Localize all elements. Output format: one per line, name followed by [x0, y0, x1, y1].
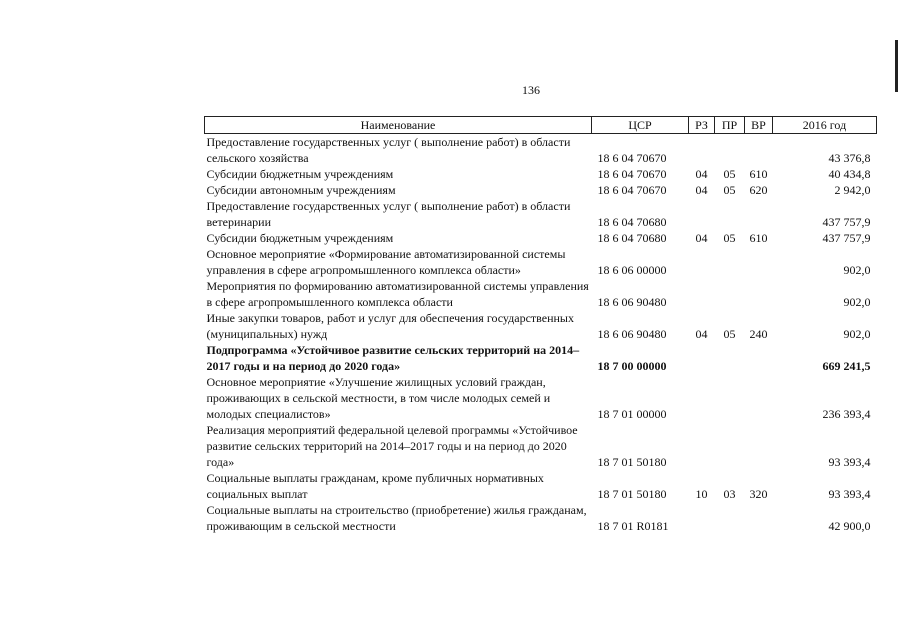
cell-rz: 04 [695, 327, 708, 341]
cell-vr [745, 278, 773, 310]
cell-name: Основное мероприятие «Формирование автоматизированной системы управления в сфере агропромышленного комплекса области» [206, 247, 566, 277]
cell-csr: 18 6 04 70680 [597, 231, 667, 245]
header-csr: ЦСР [592, 117, 689, 134]
cell-vr: 610 [749, 231, 768, 245]
cell-vr [745, 342, 773, 374]
cell-rz [689, 342, 715, 374]
cell-vr: 620 [749, 183, 768, 197]
cell-pr: 05 [723, 167, 736, 181]
budget-table [204, 116, 877, 534]
cell-vr [745, 246, 773, 278]
cell-name: Основное мероприятие «Улучшение жилищных условий граждан, проживающих в сельской местности, в том числе молодых семей и молодых специалистов» [206, 375, 551, 421]
cell-sum: 93 393,4 [828, 455, 871, 469]
header-rz: РЗ [689, 117, 715, 134]
cell-name: Субсидии бюджетным учреждениям [206, 167, 394, 181]
cell-pr [715, 246, 745, 278]
header-year: 2016 год [773, 117, 877, 134]
cell-csr: 18 6 06 90480 [597, 295, 667, 309]
cell-sum: 42 900,0 [828, 519, 871, 533]
cell-csr: 18 6 04 70670 [597, 167, 667, 181]
cell-name: Субсидии автономным учреждениям [206, 183, 396, 197]
cell-rz [689, 134, 715, 167]
cell-sum: 236 393,4 [822, 407, 871, 421]
cell-csr: 18 7 01 R0181 [597, 519, 669, 533]
cell-sum: 437 757,9 [822, 215, 871, 229]
cell-sum: 93 393,4 [828, 487, 871, 501]
cell-csr: 18 7 01 50180 [597, 487, 667, 501]
table-row [205, 246, 877, 278]
cell-pr: 03 [723, 487, 736, 501]
cell-rz: 04 [695, 183, 708, 197]
cell-sum: 902,0 [843, 295, 871, 309]
table-header [205, 117, 877, 134]
cell-csr: 18 6 04 70670 [597, 151, 667, 165]
table-row [205, 182, 877, 198]
cell-sum: 437 757,9 [822, 231, 871, 245]
cell-sum: 43 376,8 [828, 151, 871, 165]
cell-csr: 18 6 04 70680 [597, 215, 667, 229]
cell-pr [715, 198, 745, 230]
cell-vr [745, 422, 773, 470]
cell-vr: 610 [749, 167, 768, 181]
cell-sum: 40 434,8 [828, 167, 871, 181]
cell-vr: 320 [749, 487, 768, 501]
cell-name: Предоставление государственных услуг ( выполнение работ) в области ветеринарии [206, 199, 571, 229]
cell-name: Социальные выплаты на строительство (приобретение) жилья гражданам, проживающим в сельской местности [206, 503, 587, 533]
cell-rz [689, 246, 715, 278]
cell-pr [715, 134, 745, 167]
cell-sum: 669 241,5 [822, 359, 871, 373]
cell-name: Социальные выплаты гражданам, кроме публичных нормативных социальных выплат [206, 471, 544, 501]
cell-csr: 18 6 06 00000 [597, 263, 667, 277]
cell-vr [745, 198, 773, 230]
cell-rz: 04 [695, 231, 708, 245]
cell-csr: 18 7 01 00000 [597, 407, 667, 421]
table-row [205, 230, 877, 246]
cell-rz [689, 198, 715, 230]
cell-sum: 902,0 [843, 327, 871, 341]
cell-name: Предоставление государственных услуг ( выполнение работ) в области сельского хозяйства [206, 135, 571, 165]
table-row [205, 422, 877, 470]
cell-rz [689, 374, 715, 422]
cell-name: Реализация мероприятий федеральной целевой программы «Устойчивое развитие сельских территорий на 2014–2017 годы и на период до 2020 года» [206, 423, 578, 469]
cell-pr: 05 [723, 327, 736, 341]
cell-csr: 18 6 04 70670 [597, 183, 667, 197]
cell-rz: 04 [695, 167, 708, 181]
cell-pr [715, 502, 745, 534]
table-row [205, 502, 877, 534]
table-row [205, 166, 877, 182]
table-row [205, 134, 877, 167]
cell-pr: 05 [723, 231, 736, 245]
cell-csr: 18 7 01 50180 [597, 455, 667, 469]
table-row [205, 374, 877, 422]
cell-name: Иные закупки товаров, работ и услуг для обеспечения государственных (муниципальных) нужд [206, 311, 574, 341]
cell-pr [715, 278, 745, 310]
cell-name: Субсидии бюджетным учреждениям [206, 231, 394, 245]
cell-pr [715, 422, 745, 470]
cell-sum: 902,0 [843, 263, 871, 277]
cell-pr [715, 342, 745, 374]
cell-rz [689, 422, 715, 470]
cell-name: Мероприятия по формированию автоматизированной системы управления в сфере агропромышленного комплекса области [206, 279, 589, 309]
header-pr: ПР [715, 117, 745, 134]
cell-vr [745, 502, 773, 534]
cell-pr: 05 [723, 183, 736, 197]
cell-rz [689, 502, 715, 534]
page-number: 136 [522, 83, 540, 97]
cell-sum: 2 942,0 [834, 183, 871, 197]
cell-pr [715, 374, 745, 422]
table-row [205, 198, 877, 230]
table-row [205, 342, 877, 374]
table-row [205, 278, 877, 310]
cell-csr: 18 6 06 90480 [597, 327, 667, 341]
cell-rz [689, 278, 715, 310]
table-row [205, 470, 877, 502]
scan-edge-mark [895, 40, 898, 92]
table-body [205, 134, 877, 535]
cell-name: Подпрограмма «Устойчивое развитие сельских территорий на 2014–2017 годы и на период до 2020 года» [206, 343, 580, 373]
cell-rz: 10 [695, 487, 708, 501]
cell-vr [745, 134, 773, 167]
cell-csr: 18 7 00 00000 [597, 359, 667, 373]
header-name: Наименование [205, 117, 592, 134]
cell-vr: 240 [749, 327, 768, 341]
header-vr: ВР [745, 117, 773, 134]
cell-vr [745, 374, 773, 422]
table-row [205, 310, 877, 342]
